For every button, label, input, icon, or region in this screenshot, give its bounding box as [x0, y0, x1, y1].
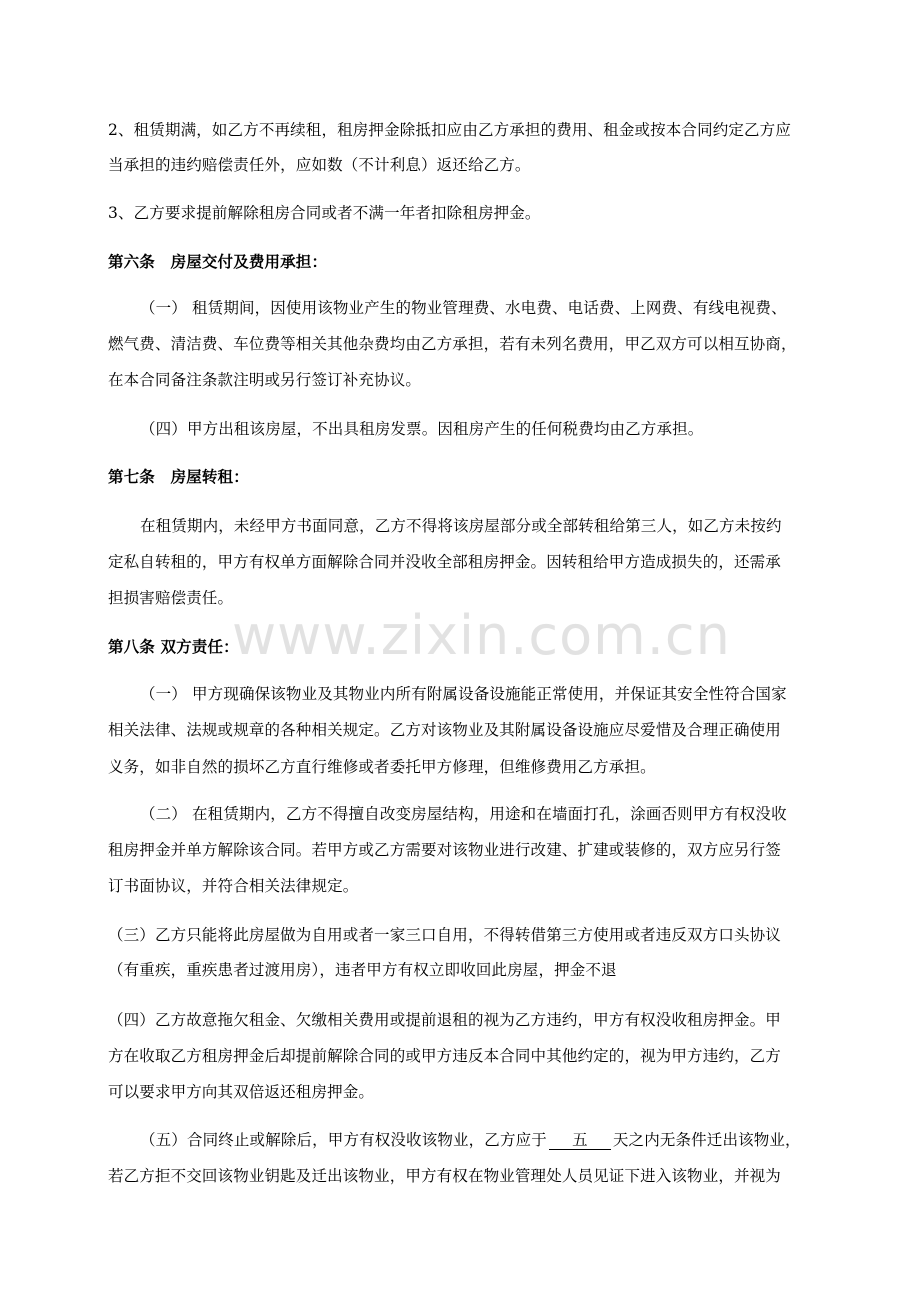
article-8-item-3-line-2: （有重疾，重疾患者过渡用房），违者甲方有权立即收回此房屋，押金不退	[108, 961, 617, 979]
article-6-heading: 第六条 房屋交付及费用承担：	[108, 252, 328, 271]
article-6-item-1-line-1: （一） 租赁期间，因使用该物业产生的物业管理费、水电费、电话费、上网费、有线电视费、	[140, 299, 787, 317]
item-5-text-before: （五）合同终止或解除后，甲方有权没收该物业，乙方应于	[140, 1131, 547, 1149]
article-8-item-4-line-3: 可以要求甲方向其双倍返还租房押金。	[108, 1083, 375, 1101]
watermark: www.zixin.com.cn	[232, 604, 731, 667]
clause-5-item-2-line-2: 当承担的违约赔偿责任外，应如数（不计利息）返还给乙方。	[108, 156, 531, 174]
article-8-heading: 第八条 双方责任：	[108, 637, 239, 656]
article-8-item-5-line-2: 若乙方拒不交回该物业钥匙及迁出该物业，甲方有权在物业管理处人员见证下进入该物业，并视为	[108, 1167, 781, 1185]
article-8-item-2-line-2: 租房押金并单方解除该合同。若甲方或乙方需要对该物业进行改建、扩建或装修的，双方应另行签	[108, 841, 781, 859]
article-8-item-4-line-1: （四）乙方故意拖欠租金、欠缴相关费用或提前退租的视为乙方违约，甲方有权没收租房押金。甲	[108, 1011, 781, 1029]
article-7-para-line-3: 担损害赔偿责任。	[108, 589, 234, 607]
article-8-item-1-line-2: 相关法律、法规或规章的各种相关规定。乙方对该物业及其附属设备设施应尽爱惜及合理正确使用	[108, 721, 781, 739]
article-8-item-5-line-1	[140, 1130, 801, 1150]
article-7-para-line-1: 在租赁期内，未经甲方书面同意，乙方不得将该房屋部分或全部转租给第三人，如乙方未按约	[140, 517, 782, 535]
item-5-text-after: 天之内无条件迁出该物业，	[612, 1131, 801, 1149]
article-8-item-2-line-1: （二） 在租赁期内，乙方不得擅自改变房屋结构，用途和在墙面打孔，涂画否则甲方有权没收	[140, 805, 787, 823]
article-6-item-1-line-2: 燃气费、清洁费、车位费等相关其他杂费均由乙方承担，若有未列名费用，甲乙双方可以相互协商，	[108, 335, 797, 353]
article-8-item-1-line-1: （一） 甲方现确保该物业及其物业内所有附属设备设施能正常使用，并保证其安全性符合国家	[140, 685, 787, 703]
article-6-item-1-line-3: 在本合同备注条款注明或另行签订补充协议。	[108, 371, 422, 389]
clause-5-item-2-line-1: 2、租赁期满，如乙方不再续租，租房押金除抵扣应由乙方承担的费用、租金或按本合同约定乙方应	[108, 121, 791, 139]
article-8-item-2-line-3: 订书面协议，并符合相关法律规定。	[108, 877, 359, 895]
days-blank-field: 五	[549, 1132, 611, 1150]
article-8-item-3-line-1: （三）乙方只能将此房屋做为自用或者一家三口自用，不得转借第三方使用或者违反双方口头协议	[108, 926, 781, 944]
article-8-item-1-line-3: 义务，如非自然的损坏乙方直行维修或者委托甲方修理，但维修费用乙方承担。	[108, 758, 656, 776]
article-7-para-line-2: 定私自转租的，甲方有权单方面解除合同并没收全部租房押金。因转租给甲方造成损失的，还需承	[108, 553, 781, 571]
article-6-item-4: （四）甲方出租该房屋，不出具租房发票。因租房产生的任何税费均由乙方承担。	[140, 420, 704, 438]
article-7-heading: 第七条 房屋转租：	[108, 467, 249, 486]
article-8-item-4-line-2: 方在收取乙方租房押金后却提前解除合同的或甲方违反本合同中其他约定的，视为甲方违约，乙方	[108, 1047, 781, 1065]
clause-5-item-3: 3、乙方要求提前解除租房合同或者不满一年者扣除租房押金。	[108, 204, 541, 222]
